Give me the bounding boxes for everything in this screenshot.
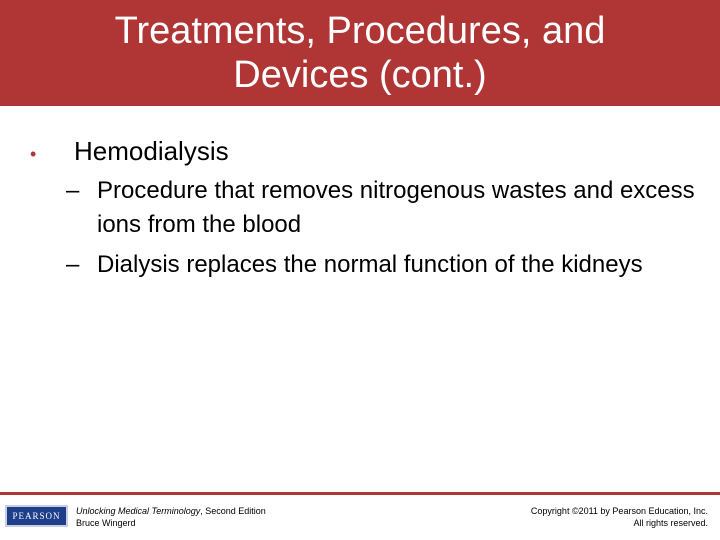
sub-bullet-item xyxy=(66,248,706,282)
book-line xyxy=(76,505,266,517)
book-title: Unlocking Medical Terminology xyxy=(76,506,201,516)
pearson-logo xyxy=(5,505,68,527)
rights-text: All rights reserved. xyxy=(633,518,708,528)
author-name: Bruce Wingerd xyxy=(76,518,136,528)
slide-title xyxy=(20,9,700,97)
sub-bullet-text: Procedure that removes nitrogenous wastes and excess ions from the blood xyxy=(97,177,695,238)
logo-text: PEARSON xyxy=(12,511,61,521)
copyright-text: Copyright ©2011 by Pearson Education, Inc. xyxy=(530,506,708,516)
title-bar xyxy=(0,0,720,106)
title-line-2: Devices (cont.) xyxy=(233,54,487,96)
dash-marker: – xyxy=(66,177,80,204)
footer-citation xyxy=(76,505,266,529)
title-line-1: Treatments, Procedures, and xyxy=(114,10,606,52)
book-edition: , Second Edition xyxy=(200,506,266,516)
footer-copyright xyxy=(531,505,708,529)
sub-bullet-text: Dialysis replaces the normal function of the kidneys xyxy=(97,251,643,278)
dash-marker: – xyxy=(66,251,80,278)
bullet-text: Hemodialysis xyxy=(74,136,229,166)
bullet-dot-icon: • xyxy=(30,144,37,164)
sub-bullet-item xyxy=(66,174,706,242)
footer-divider xyxy=(0,492,720,495)
bullet-item xyxy=(28,134,229,171)
sub-bullet-list xyxy=(66,174,706,288)
